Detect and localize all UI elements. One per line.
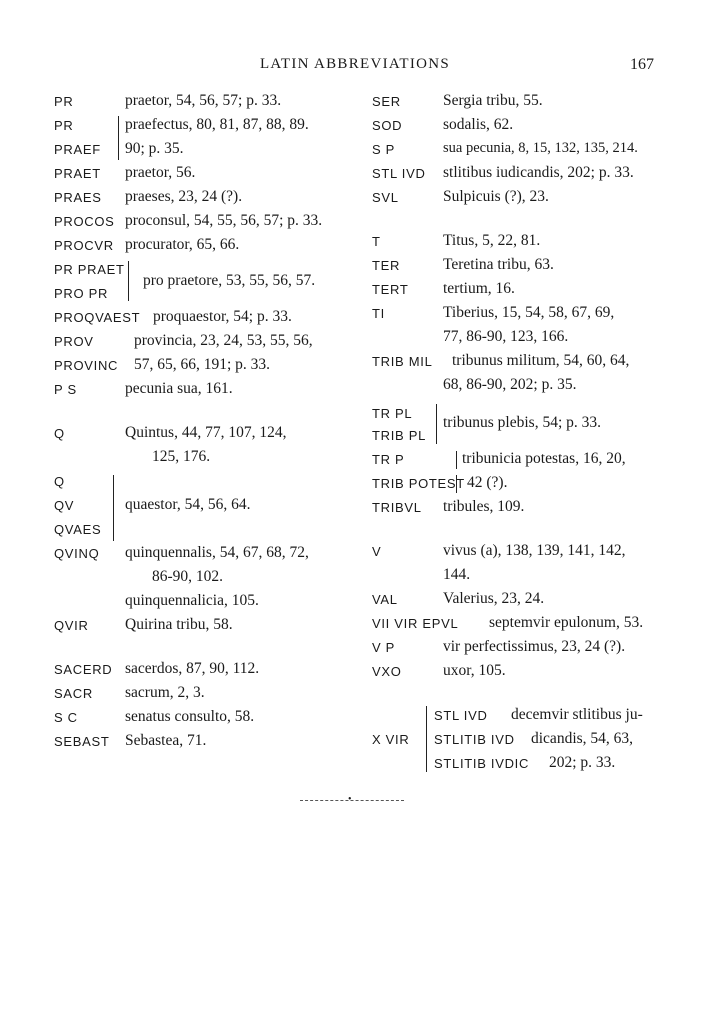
abbreviation: PROQVAEST <box>54 310 141 325</box>
abbreviation: PR <box>54 118 74 133</box>
expansion: septemvir epulonum, 53. <box>489 614 644 631</box>
abbreviation: X VIR <box>372 732 410 747</box>
abbreviation: PRAET <box>54 166 101 181</box>
abbreviation: T <box>372 234 381 249</box>
abbreviation: STLITIB IVDIC <box>434 756 530 771</box>
expansion: Titus, 5, 22, 81. <box>443 232 541 249</box>
entry-pro-pr <box>54 282 354 306</box>
entry-ter <box>372 254 662 278</box>
abbreviation: PROCVR <box>54 238 114 253</box>
entry-sacr <box>54 682 354 706</box>
expansion: 90; p. 35. <box>125 140 184 157</box>
spacer <box>54 402 354 422</box>
entry-v <box>372 540 662 564</box>
expansion: sodalis, 62. <box>443 116 514 133</box>
brace-bar <box>456 475 457 493</box>
page-header <box>0 56 710 78</box>
abbreviation: VII VIR EPVL <box>372 616 459 631</box>
entry-trib-mil-cont <box>372 374 662 398</box>
left-column <box>54 90 354 754</box>
entry-tr-pl <box>372 398 662 431</box>
spacer <box>372 520 662 540</box>
entry-trib-pl <box>372 424 662 448</box>
expansion: sacerdos, 87, 90, 112. <box>125 660 260 677</box>
expansion: tertium, 16. <box>443 280 515 297</box>
expansion: 125, 176. <box>152 448 211 465</box>
entry-vp <box>372 636 662 660</box>
abbreviation: STLITIB IVD <box>434 732 515 747</box>
expansion: tribunus militum, 54, 60, 64, <box>452 352 630 369</box>
spacer <box>54 638 354 658</box>
abbreviation: P S <box>54 382 77 397</box>
expansion: 202; p. 33. <box>549 754 616 771</box>
entry-procvr <box>54 234 354 258</box>
entry-t <box>372 230 662 254</box>
expansion: Quirina tribu, 58. <box>125 616 233 633</box>
expansion: uxor, 105. <box>443 662 506 679</box>
entry-tribvl <box>372 496 662 520</box>
entry-q-cont <box>54 446 354 470</box>
expansion: proquaestor, 54; p. 33. <box>153 308 292 325</box>
abbreviation: SACERD <box>54 662 113 677</box>
abbreviation: SER <box>372 94 401 109</box>
abbreviation: SEBAST <box>54 734 110 749</box>
expansion: pro praetore, 53, 55, 56, 57. <box>143 272 316 289</box>
entry-ps <box>54 378 354 402</box>
entry-x-vir-3 <box>372 752 662 776</box>
expansion: praetor, 54, 56, 57; p. 33. <box>125 92 282 109</box>
entry-pr-praetor <box>54 90 354 114</box>
running-title: LATIN ABBREVIATIONS <box>259 56 451 72</box>
abbreviation: Q <box>54 426 65 441</box>
expansion: 68, 86-90, 202; p. 35. <box>443 376 577 393</box>
entry-qv <box>54 494 354 518</box>
expansion: tribules, 109. <box>443 498 525 515</box>
entry-qvaes <box>54 518 354 542</box>
abbreviation: TRIB POTEST <box>372 476 465 491</box>
expansion: Quintus, 44, 77, 107, 124, <box>125 424 287 441</box>
entry-pr-praet <box>54 258 354 289</box>
expansion: proconsul, 54, 55, 56, 57; p. 33. <box>125 212 323 229</box>
entry-vxo <box>372 660 662 684</box>
entry-provinc <box>54 354 354 378</box>
entry-tr-p <box>372 448 662 472</box>
expansion: quinquennalicia, 105. <box>125 592 259 609</box>
abbreviation: V <box>372 544 382 559</box>
expansion: praetor, 56. <box>125 164 196 181</box>
abbreviation: STL IVD <box>372 166 426 181</box>
entry-qvinq <box>54 542 354 566</box>
expansion: praefectus, 80, 81, 87, 88, 89. <box>125 116 309 133</box>
abbreviation: TI <box>372 306 385 321</box>
abbreviation: PRO PR <box>54 286 109 301</box>
spacer <box>372 210 662 230</box>
entry-praet <box>54 162 354 186</box>
entry-procos <box>54 210 354 234</box>
abbreviation: VXO <box>372 664 402 679</box>
page-number: 167 <box>630 56 654 73</box>
expansion: tribunus plebis, 54; p. 33. <box>443 414 602 431</box>
entry-vii-vir-epvl <box>372 612 662 636</box>
expansion: tribunicia potestas, 16, 20, <box>462 450 626 467</box>
entry-praes <box>54 186 354 210</box>
entry-x-vir-1 <box>372 704 662 728</box>
expansion: procurator, 65, 66. <box>125 236 240 253</box>
abbreviation: SACR <box>54 686 93 701</box>
abbreviation: STL IVD <box>434 708 488 723</box>
entry-sebast <box>54 730 354 754</box>
abbreviation: TR P <box>372 452 405 467</box>
entry-praef <box>54 138 354 162</box>
expansion: 86-90, 102. <box>152 568 224 585</box>
expansion: dicandis, 54, 63, <box>531 730 634 747</box>
entry-svl <box>372 186 662 210</box>
entry-sp <box>372 138 662 162</box>
abbreviation: V P <box>372 640 396 655</box>
right-column <box>372 90 662 776</box>
abbreviation: TRIB PL <box>372 428 427 443</box>
abbreviation: Q <box>54 474 65 489</box>
abbreviation: TERT <box>372 282 409 297</box>
entry-trib-mil <box>372 350 662 374</box>
expansion: 144. <box>443 566 471 583</box>
entry-sc <box>54 706 354 730</box>
entry-q2 <box>54 470 354 494</box>
expansion: provincia, 23, 24, 53, 55, 56, <box>134 332 313 349</box>
expansion: Teretina tribu, 63. <box>443 256 554 273</box>
entry-ser <box>372 90 662 114</box>
abbreviation: SOD <box>372 118 403 133</box>
entry-x-vir-2 <box>372 728 662 752</box>
entry-tert <box>372 278 662 302</box>
entry-ti-cont <box>372 326 662 350</box>
abbreviation: S C <box>54 710 78 725</box>
entry-trib-potest <box>372 472 662 496</box>
entry-q <box>54 422 354 446</box>
entry-stl-ivd <box>372 162 662 186</box>
abbreviation: PROVINC <box>54 358 119 373</box>
expansion: senatus consulto, 58. <box>125 708 255 725</box>
abbreviation: QVAES <box>54 522 102 537</box>
abbreviation: QV <box>54 498 75 513</box>
entry-ti <box>372 302 662 326</box>
entry-qvinq-cont <box>54 566 354 590</box>
abbreviation: SVL <box>372 190 399 205</box>
abbreviation: S P <box>372 142 396 157</box>
brace-bar <box>456 451 457 469</box>
abbreviation: TER <box>372 258 401 273</box>
expansion: 57, 65, 66, 191; p. 33. <box>134 356 271 373</box>
entry-sod <box>372 114 662 138</box>
abbreviation: TRIBVL <box>372 500 422 515</box>
expansion: sacrum, 2, 3. <box>125 684 205 701</box>
expansion: stlitibus iudicandis, 202; p. 33. <box>443 164 634 181</box>
expansion: vivus (a), 138, 139, 141, 142, <box>443 542 626 559</box>
abbreviation: PRAEF <box>54 142 101 157</box>
expansion: decemvir stlitibus ju- <box>511 706 643 723</box>
abbreviation: PRAES <box>54 190 102 205</box>
expansion: Sulpicuis (?), 23. <box>443 188 549 205</box>
entry-pr-praefectus <box>54 114 354 138</box>
expansion: quinquennalis, 54, 67, 68, 72, <box>125 544 309 561</box>
abbreviation: PROCOS <box>54 214 115 229</box>
entry-v-cont <box>372 564 662 588</box>
abbreviation: PR PRAET <box>54 262 125 277</box>
expansion: Valerius, 23, 24. <box>443 590 545 607</box>
end-ornament-dot: • <box>348 794 352 805</box>
expansion: Sebastea, 71. <box>125 732 207 749</box>
abbreviation: QVIR <box>54 618 89 633</box>
expansion: pecunia sua, 161. <box>125 380 233 397</box>
expansion: quaestor, 54, 56, 64. <box>125 496 251 513</box>
abbreviation: TRIB MIL <box>372 354 433 369</box>
expansion: praeses, 23, 24 (?). <box>125 188 243 205</box>
abbreviation: PR <box>54 94 74 109</box>
expansion: 77, 86-90, 123, 166. <box>443 328 569 345</box>
abbreviation: PROV <box>54 334 94 349</box>
entry-qvir <box>54 614 354 638</box>
spacer <box>372 684 662 704</box>
entry-proqvaest <box>54 306 354 330</box>
expansion: 42 (?). <box>467 474 508 491</box>
entry-val <box>372 588 662 612</box>
entry-qvinq-cont2 <box>54 590 354 614</box>
expansion: vir perfectissimus, 23, 24 (?). <box>443 638 626 655</box>
abbreviation: VAL <box>372 592 398 607</box>
abbreviation: TR PL <box>372 406 413 421</box>
expansion: Tiberius, 15, 54, 58, 67, 69, <box>443 304 615 321</box>
abbreviation: QVINQ <box>54 546 100 561</box>
entry-prov <box>54 330 354 354</box>
expansion: sua pecunia, 8, 15, 132, 135, 214. <box>443 140 638 156</box>
expansion: Sergia tribu, 55. <box>443 92 543 109</box>
entry-sacerd <box>54 658 354 682</box>
